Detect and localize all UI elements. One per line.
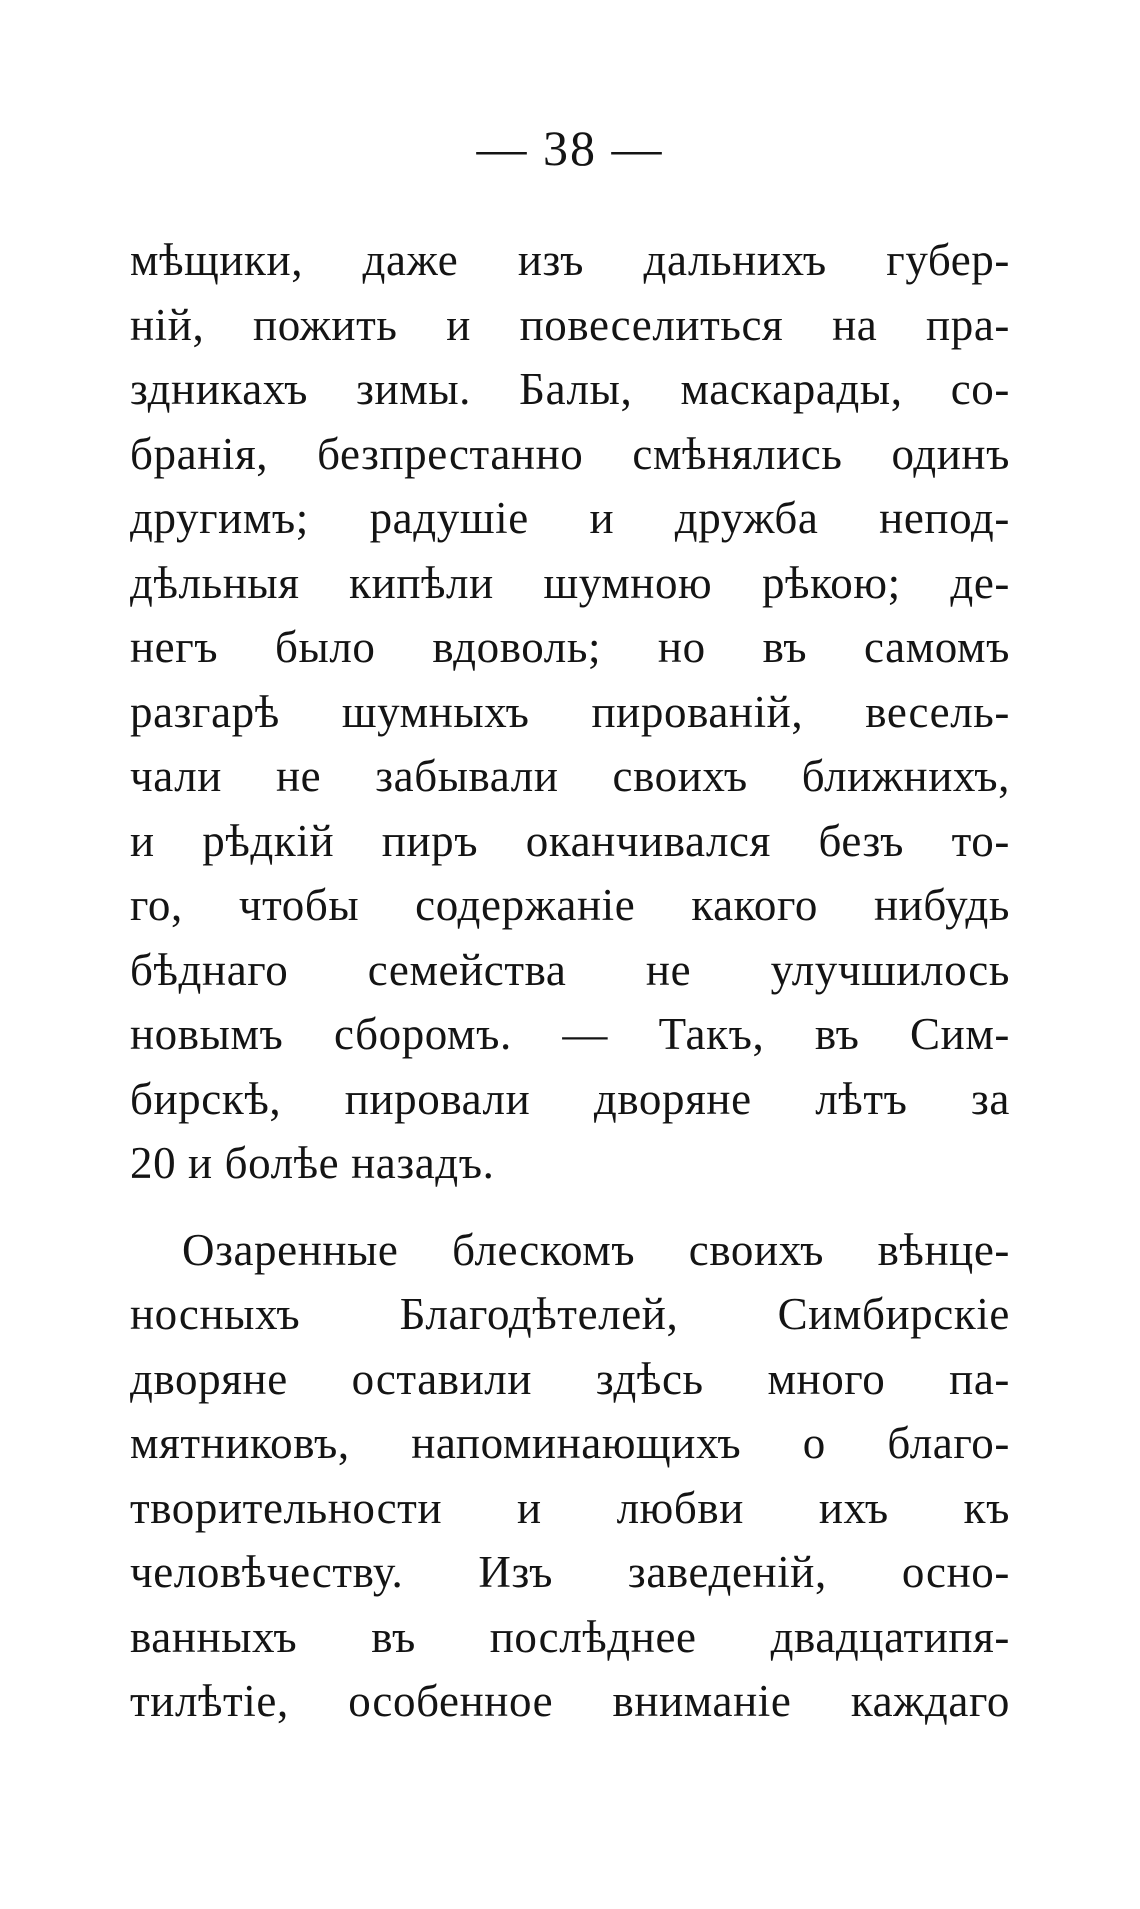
text-line: ванныхъ въ послѣднее двадцатипя- <box>130 1611 1010 1662</box>
text-line: мѣщики, даже изъ дальнихъ губер- <box>130 235 1010 285</box>
text-line: Озаренные блескомъ своихъ вѣнце- <box>182 1224 1010 1275</box>
page-number: — 38 — <box>476 120 664 176</box>
text-line: носныхъ Благодѣтелей, Симбирскiе <box>130 1289 1010 1339</box>
text-line: негъ было вдоволь; но въ самомъ <box>130 622 1010 672</box>
text-line: творительности и любви ихъ къ <box>130 1482 1010 1533</box>
text-line: разгарѣ шумныхъ пированiй, весель- <box>130 686 1010 737</box>
text-line: бирскѣ, пировали дворяне лѣтъ за <box>130 1073 1010 1124</box>
text-line: дворяне оставили здѣсь много па- <box>130 1353 1010 1404</box>
text-line: другимъ; радушiе и дружба непод- <box>130 493 1010 543</box>
text-line: тилѣтiе, особенное вниманiе каждаго <box>130 1676 1010 1726</box>
text-line: нiй, пожить и повеселиться на пра- <box>130 299 1010 350</box>
text-line: дѣльныя кипѣли шумною рѣкою; де- <box>130 557 1010 608</box>
text-line: и рѣдкiй пиръ оканчивался безъ то- <box>130 815 1010 866</box>
text-line: бранiя, безпрестанно смѣнялись одинъ <box>130 428 1010 479</box>
text-line: мятниковъ, напоминающихъ о благо- <box>130 1418 1010 1468</box>
text-line: бѣднаго семейства не улучшилось <box>130 944 1010 995</box>
text-line: здникахъ зимы. Балы, маскарады, со- <box>130 364 1010 414</box>
text-line: человѣчеству. Изъ заведенiй, осно- <box>130 1547 1010 1597</box>
text-line: новымъ сборомъ. — Такъ, въ Сим- <box>130 1009 1010 1059</box>
body-text <box>130 228 1010 1734</box>
text-line: го, чтобы содержанiе какого нибудь <box>130 880 1010 930</box>
paragraph-gap <box>130 1196 1010 1218</box>
text-line: 20 и болѣе назадъ. <box>130 1138 495 1188</box>
text-line: чали не забывали своихъ ближнихъ, <box>130 751 1010 801</box>
